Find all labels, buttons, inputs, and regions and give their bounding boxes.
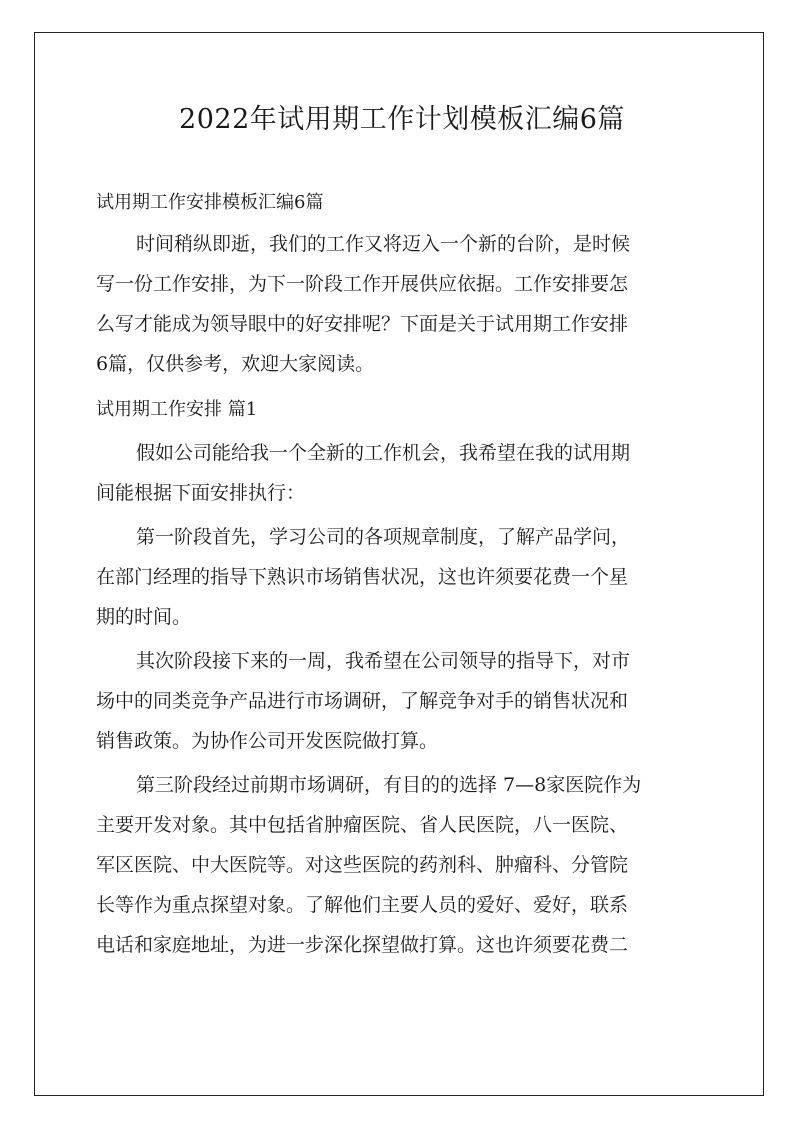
para3-line-1: 其次阶段接下来的一周，我希望在公司领导的指导下，对市 <box>136 650 631 672</box>
para4-line-4: 长等作为重点探望对象。了解他们主要人员的爱好、爱好，联系 <box>96 894 629 916</box>
para2-line-1: 第一阶段首先，学习公司的各项规章制度，了解产品学问， <box>136 526 631 548</box>
intro-line-2: 写一份工作安排，为下一阶段工作开展供应依据。工作安排要怎 <box>96 273 629 295</box>
para4-line-5: 电话和家庭地址，为进一步深化探望做打算。这也许须要花费二 <box>96 934 629 956</box>
intro-line-4: 6篇，仅供参考，欢迎大家阅读。 <box>96 353 375 375</box>
intro-line-3: 么写才能成为领导眼中的好安排呢？下面是关于试用期工作安排 <box>96 313 629 335</box>
para4-line-2: 主要开发对象。其中包括省肿瘤医院、省人民医院，八一医院、 <box>96 814 629 836</box>
para2-line-3: 期的时间。 <box>96 606 192 628</box>
para3-line-2: 场中的同类竞争产品进行市场调研，了解竞争对手的销售状况和 <box>96 690 629 712</box>
para1-line-2: 间能根据下面安排执行： <box>96 482 306 504</box>
document-subtitle: 试用期工作安排模板汇编6篇 <box>96 192 324 213</box>
para3-line-3: 销售政策。为协作公司开发医院做打算。 <box>96 730 439 752</box>
intro-line-1: 时间稍纵即逝，我们的工作又将迈入一个新的台阶，是时候 <box>136 233 631 255</box>
document-title: 2022年试用期工作计划模板汇编6篇 <box>179 104 625 135</box>
para4-line-1: 第三阶段经过前期市场调研，有目的的选择 7—8家医院作为 <box>136 774 642 796</box>
para4-line-3: 军区医院、中大医院等。对这些医院的药剂科、肿瘤科、分管院 <box>96 854 629 876</box>
para2-line-2: 在部门经理的指导下熟识市场销售状况，这也许须要花费一个星 <box>96 566 629 588</box>
section-heading: 试用期工作安排 篇1 <box>96 399 258 420</box>
para1-line-1: 假如公司能给我一个全新的工作机会，我希望在我的试用期 <box>136 442 631 464</box>
